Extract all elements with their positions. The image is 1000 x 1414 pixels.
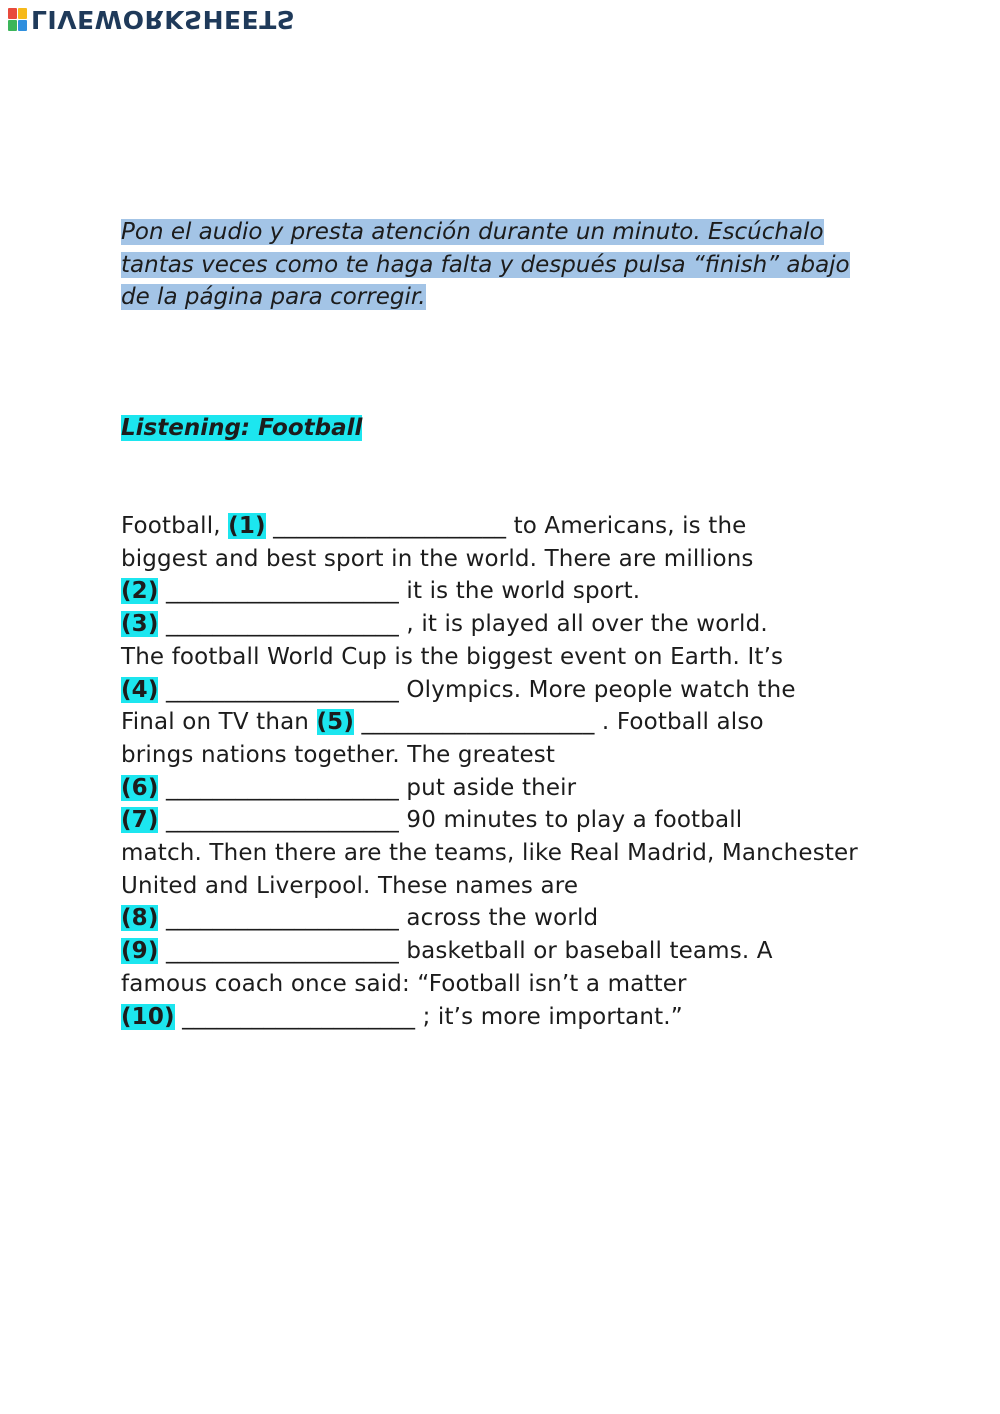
passage-text: Final on TV than	[121, 709, 317, 736]
passage-text: Olympics. More people watch the	[398, 676, 796, 703]
passage-text: United and Liverpool. These names are	[121, 872, 579, 899]
passage-line	[121, 1001, 881, 1034]
answer-blank[interactable]: ____________________	[165, 774, 399, 801]
passage-text: to Americans, is the	[506, 513, 747, 539]
passage-text: . Football also	[594, 709, 764, 736]
logo-block	[8, 20, 17, 31]
passage-line	[121, 641, 881, 674]
passage-line	[121, 870, 881, 903]
gap-number: (8)	[121, 905, 159, 932]
answer-blank[interactable]: ____________________	[273, 513, 507, 539]
passage-line	[121, 772, 881, 805]
passage-line	[121, 674, 881, 707]
passage-text: The football World Cup is the biggest event on Earth. It’s	[121, 643, 784, 670]
gap-number: (2)	[121, 578, 159, 605]
passage-text: biggest and best sport in the world. There are millions	[121, 545, 754, 572]
answer-blank[interactable]: ____________________	[165, 905, 399, 932]
gap-number: (3)	[121, 611, 159, 638]
passage-text: put aside their	[398, 774, 577, 801]
answer-blank[interactable]: ____________________	[165, 807, 399, 834]
passage-text: , it is played all over the world.	[398, 611, 768, 638]
passage-line	[121, 543, 881, 576]
passage-line	[121, 739, 881, 772]
worksheet-title	[121, 412, 362, 444]
passage-text: basketball or baseball teams. A	[398, 938, 773, 965]
gap-number: (9)	[121, 938, 159, 965]
passage-line	[121, 510, 881, 543]
gap-number: (5)	[316, 709, 354, 736]
passage-line	[121, 575, 881, 608]
gap-number: (4)	[121, 676, 159, 703]
answer-blank[interactable]: ____________________	[182, 1003, 416, 1030]
instruction-line: Pon el audio y presta atención durante un minuto. Escúchalo	[121, 219, 824, 245]
passage-text: it is the world sport.	[398, 578, 641, 605]
passage-line	[121, 804, 881, 837]
passage-line	[121, 837, 881, 870]
logo-block	[18, 8, 27, 19]
passage-line	[121, 608, 881, 641]
passage-text: brings nations together. The greatest	[121, 741, 556, 768]
passage-line	[121, 902, 881, 935]
gap-number: (1)	[228, 513, 266, 539]
passage-line	[121, 935, 881, 968]
gap-number: (6)	[121, 774, 159, 801]
logo-block	[18, 20, 27, 31]
instruction-line: de la página para corregir.	[121, 284, 426, 310]
passage-line	[121, 706, 881, 739]
passage-text: 90 minutes to play a football	[398, 807, 743, 834]
logo-text: LIVEWORKSHEETS	[31, 5, 296, 34]
answer-blank[interactable]: ____________________	[165, 611, 399, 638]
instruction-line: tantas veces como te haga falta y después pulsa “finish” abajo	[121, 251, 850, 278]
passage-text: Football,	[121, 513, 229, 539]
gap-number: (7)	[121, 807, 159, 834]
gap-number: (10)	[121, 1003, 175, 1030]
passage-text: famous coach once said: “Football isn’t a matter	[121, 970, 687, 997]
logo-blocks-icon	[8, 8, 27, 31]
passage-text: match. Then there are the teams, like Real Madrid, Manchester	[121, 840, 858, 867]
answer-blank[interactable]: ____________________	[361, 709, 595, 736]
answer-blank[interactable]: ____________________	[165, 676, 399, 703]
passage-text: ; it’s more important.”	[415, 1003, 683, 1030]
passage-text: across the world	[398, 905, 599, 932]
instructions	[121, 216, 881, 314]
listening-passage	[121, 510, 881, 1033]
logo-block	[8, 8, 17, 19]
passage-line	[121, 968, 881, 1001]
answer-blank[interactable]: ____________________	[165, 578, 399, 605]
answer-blank[interactable]: ____________________	[165, 938, 399, 965]
title-text: Listening: Football	[121, 415, 363, 441]
liveworksheets-logo	[8, 4, 295, 34]
